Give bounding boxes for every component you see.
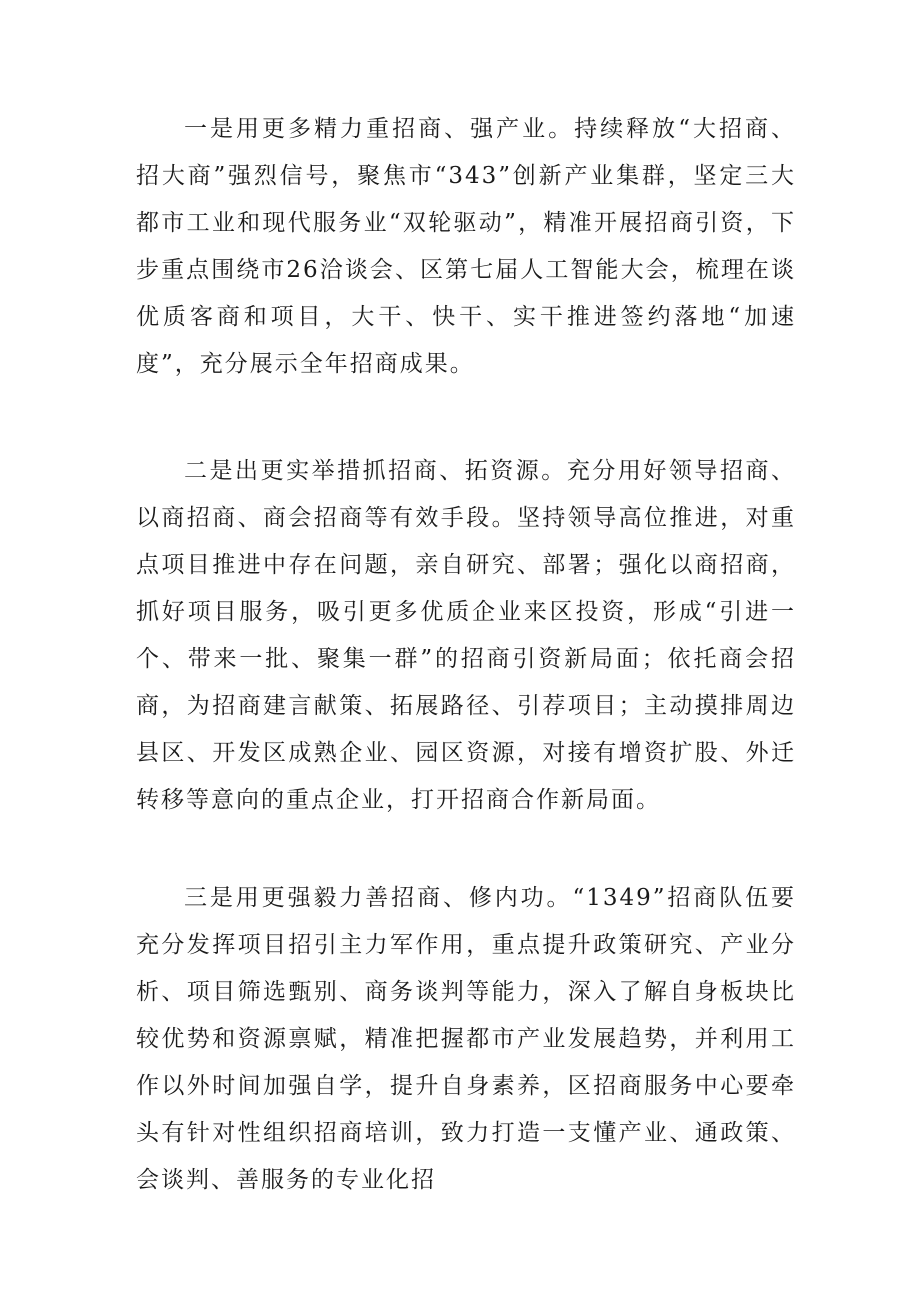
paragraph-1: 一是用更多精力重招商、强产业。持续释放“大招商、招大商”强烈信号，聚焦市“343”创新产业集群，坚定三大都市工业和现代服务业“双轮驱动”，精准开展招商引资，下步重点围绕市26洽谈会、区第七届人工智能大会，梳理在谈优质客商和项目，大干、快干、实干推进签约落地“加速度”，充分展示全年招商成果。 <box>136 116 796 377</box>
paragraph-2: 二是出更实举措抓招商、拓资源。充分用好领导招商、以商招商、商会招商等有效手段。坚持领导高位推进，对重点项目推进中存在问题，亲自研究、部署；强化以商招商，抓好项目服务，吸引更多优质企业来区投资，形成“引进一个、带来一批、聚集一群”的招商引资新局面；依托商会招商，为招商建言献策、拓展路径、引荐项目；主动摸排周边县区、开发区成熟企业、园区资源，对接有增资扩股、外迁转移等意向的重点企业，打开招商合作新局面。 <box>136 458 796 813</box>
paragraph-3: 三是用更强毅力善招商、修内功。“1349”招商队伍要充分发挥项目招引主力军作用，重点提升政策研究、产业分析、项目筛选甄别、商务谈判等能力，深入了解自身板块比较优势和资源禀赋，精准把握都市产业发展趋势，并利用工作以外时间加强自学，提升自身素养，区招商服务中心要牵头有针对性组织招商培训，致力打造一支懂产业、通政策、会谈判、善服务的专业化招 <box>136 885 796 1193</box>
